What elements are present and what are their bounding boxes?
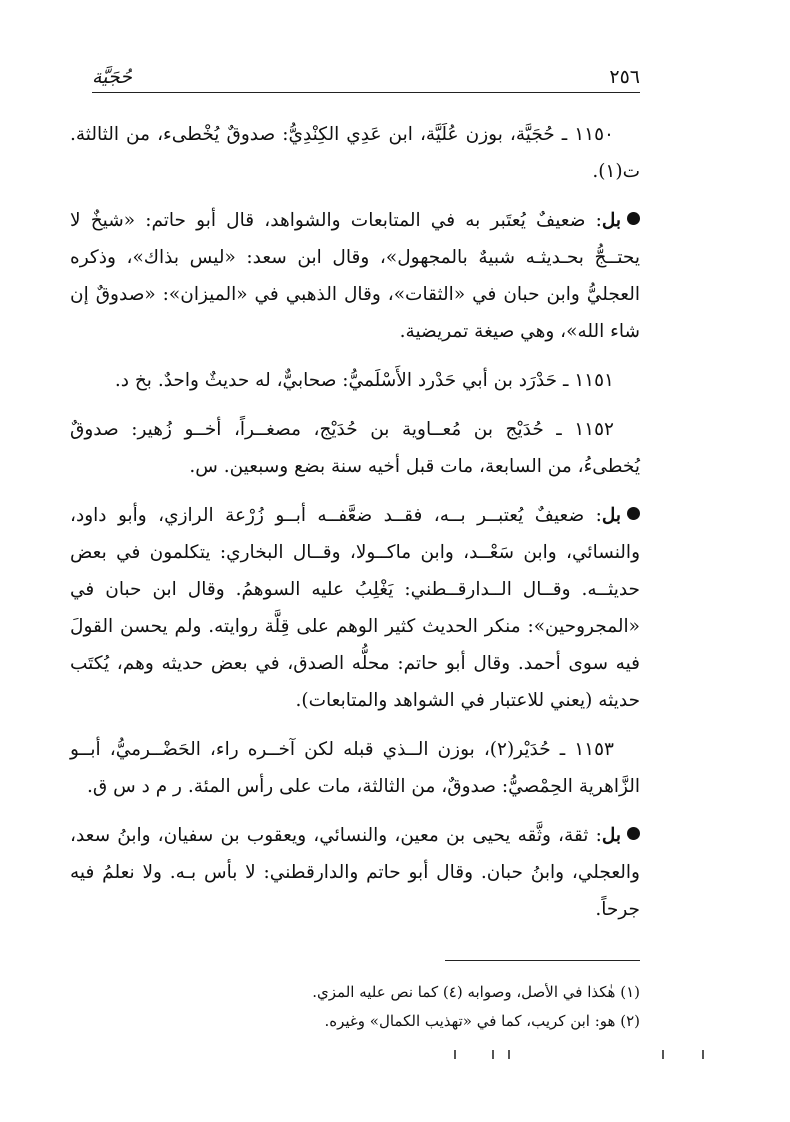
entry-1151: ١١٥١ ـ حَدْرَد بن أبي حَدْرد الأَسْلَميُّ: صحابيٌّ، له حديثٌ واحدٌ. بخ د. <box>114 370 614 391</box>
running-head: حُجَيَّة <box>92 66 140 88</box>
note-1152 <box>70 497 640 719</box>
bullet-icon <box>627 827 640 840</box>
entry-1153: ١١٥٣ ـ حُدَيْر(٢)، بوزن الــذي قبله لكن آخــره راء، الحَضْــرميُّ، أبــو الزَّاهرية الحِمْصيُّ: صدوقٌ، من الثالثة، مات على رأس المئة. ر م د س ق. <box>70 739 640 797</box>
footnote-2: (٢) هو: ابن كريب، كما في «تهذيب الكمال» وغيره. <box>324 1012 640 1030</box>
scan-mark <box>492 1050 494 1059</box>
scan-mark <box>508 1050 510 1059</box>
note-lead: بل <box>601 825 621 846</box>
bullet-icon <box>627 507 640 520</box>
header-rule <box>92 92 640 93</box>
note-text: : ضعيفٌ يُعتبــر بــه، فقــد ضعَّفــه أبــو زُرْعة الرازي، وأبو داود، والنسائي، وابن سَعْــد، وابن ماكــولا، وقــال البخاري: يتكلمون في بعض حديثــه. وقــال الــدارقــطني: يَغْلِبُ عليه السوهمُ. وقال ابن حبان في «المجروحين»: منكر الحديث كثير الوهم على قِلَّة روايته. ولم يحسن القولَ فيه سوى أحمد. وقال أبو حاتم: محلُّه الصدق، في بعض حديثه وهم، يُكتَب حديثه (يعني للاعتبار في الشواهد والمتابعات). <box>70 505 640 711</box>
scan-mark <box>662 1050 664 1059</box>
entry-1150: ١١٥٠ ـ حُجَيَّة، بوزن عُلَيَّة، ابن عَدِي الكِنْدِيُّ: صدوقٌ يُخْطىء، من الثالثة. ت(١). <box>70 124 640 182</box>
note-text: : ضعيفٌ يُعتَبر به في المتابعات والشواهد، قال أبو حاتم: «شيخٌ لا يحتــجُّ بحـديثـه شبيهٌ بالمجهول»، وقال ابن سعد: «ليس بذاك»، وذكره العجليُّ وابن حبان في «الثقات»، وقال الذهبي في «الميزان»: «صدوقٌ إن شاء الله»، وهي صيغة تمريضية. <box>70 210 640 342</box>
scan-mark <box>454 1050 456 1059</box>
entry-1152: ١١٥٢ ـ حُدَيْج بن مُعــاوية بن حُدَيْج، مصغــراً، أخــو زُهير: صدوقٌ يُخطىءُ، من السابعة، مات قبل أخيه سنة بضع وسبعين. س. <box>70 419 640 477</box>
footnotes <box>150 978 640 1036</box>
note-lead: بل <box>601 210 621 231</box>
footnote-1: (١) هٰكذا في الأصل، وصوابه (٤) كما نص عليه المزي. <box>312 983 640 1001</box>
note-lead: بل <box>601 505 621 526</box>
note-1150 <box>70 202 640 350</box>
note-text: : ثقة، وثَّقه يحيى بن معين، والنسائي، ويعقوب بن سفيان، وابنُ سعد، والعجلي، وابنُ حبان. وقال أبو حاتم والدارقطني: لا بأس بـه. ولا نعلمُ فيه جرحاً. <box>70 825 640 920</box>
page-header <box>92 66 640 100</box>
bullet-icon <box>627 212 640 225</box>
scan-marks <box>440 1050 730 1062</box>
scan-mark <box>702 1050 704 1059</box>
main-text <box>70 116 640 940</box>
footnote-rule <box>445 960 640 961</box>
page-number: ٢٥٦ <box>601 66 640 88</box>
note-1153 <box>70 817 640 928</box>
